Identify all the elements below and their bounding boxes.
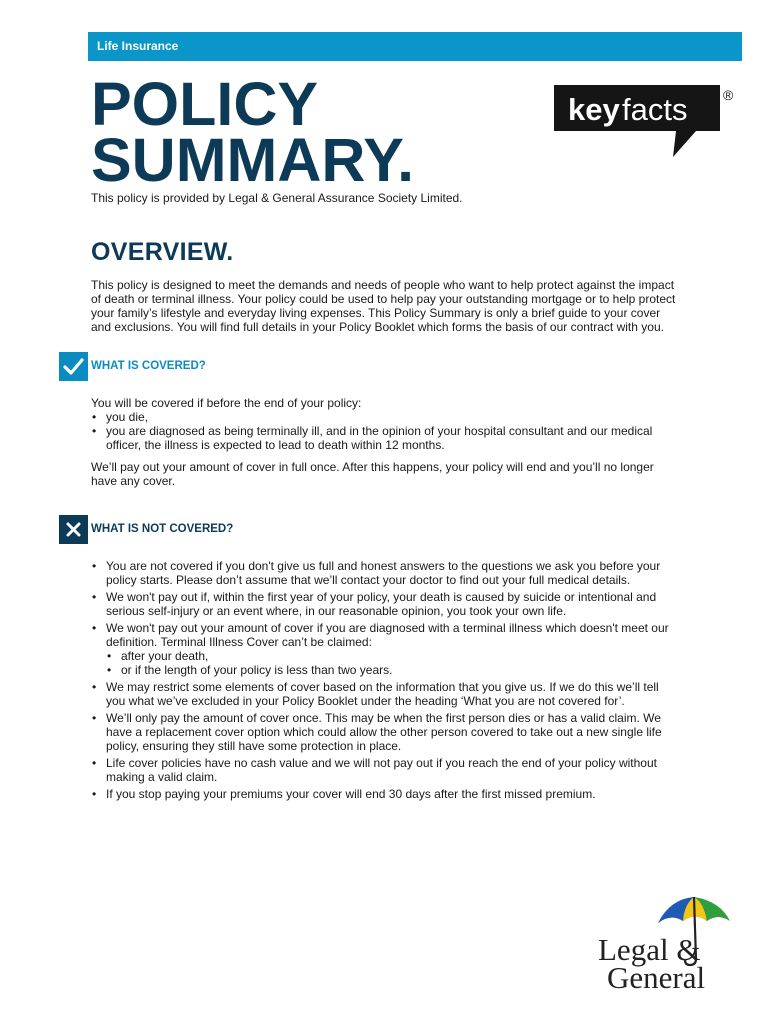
bullet-line: • you are diagnosed as being terminally ill, and in the opinion of your hospital consultant and our medical	[106, 424, 653, 438]
not-covered-title: WHAT IS NOT COVERED?	[91, 523, 234, 535]
covered-list	[91, 410, 741, 452]
not-covered-list	[91, 559, 741, 801]
bullet-line: have a replacement cover option which could allow the other person covered to take out a new single life	[106, 725, 662, 739]
not-covered-bullet	[91, 621, 741, 677]
title-line-1: POLICY	[91, 70, 319, 138]
cross-icon	[59, 515, 88, 544]
keyfacts-text: facts	[622, 92, 688, 127]
not-covered-bullet	[91, 559, 741, 587]
bullet-line: definition. Terminal Illness Cover can’t be claimed:	[106, 635, 372, 649]
header-label: Life Insurance	[97, 39, 179, 53]
page-title	[91, 70, 415, 194]
header-bar	[88, 32, 742, 61]
logo-legal: Legal &	[598, 932, 701, 967]
not-covered-bullet	[91, 756, 741, 784]
overview-text	[91, 278, 741, 334]
bullet-line: • We won't pay out your amount of cover if you are diagnosed with a terminal illness which doesn't meet our	[106, 621, 669, 635]
overview-heading: OVERVIEW.	[91, 238, 234, 266]
bullet-line: • you die,	[106, 410, 149, 424]
covered-intro: You will be covered if before the end of your policy:	[91, 396, 362, 410]
not-covered-bullet	[91, 590, 741, 618]
bullet-line: • Life cover policies have no cash value and we will not pay out if you reach the end of your policy without	[106, 756, 657, 770]
overview-line: of death or terminal illness. Your policy could be used to help pay your outstanding mortgage or to help protect	[91, 292, 676, 306]
bullet-line: policy, ensuring they still have some protection in place.	[106, 739, 402, 753]
bullet-line: • We’ll only pay the amount of cover once. This may be when the first person dies or has a valid claim. We	[106, 711, 661, 725]
not-covered-bullet	[91, 787, 741, 801]
sub-bullet: • or if the length of your policy is less than two years.	[106, 663, 741, 677]
closing-line: We’ll pay out your amount of cover in full once. After this happens, your policy will end and you’ll no longer	[91, 460, 654, 474]
keyfacts-logo	[553, 83, 740, 161]
bullet-line: you what we’ve excluded in your Policy Booklet under the heading ‘What you are not covered for’.	[106, 694, 625, 708]
covered-closing	[91, 460, 741, 488]
bullet-line: • We won't pay out if, within the first year of your policy, your death is caused by suicide or intentional and	[106, 590, 657, 604]
not-covered-bullet	[91, 711, 741, 753]
covered-bullet	[91, 424, 741, 452]
overview-line: and exclusions. You will find full details in your Policy Booklet which forms the basis of our contract with you.	[91, 320, 664, 334]
registered-mark: ®	[723, 87, 734, 103]
bullet-line: • If you stop paying your premiums your cover will end 30 days after the first missed premium.	[106, 787, 596, 801]
bullet-line: serious self-injury or an event where, in our reasonable opinion, you took your own life.	[106, 604, 567, 618]
legal-general-logo	[596, 893, 736, 993]
keyfacts-key: key	[568, 92, 620, 127]
not-covered-bullet	[91, 680, 741, 708]
provider-statement: This policy is provided by Legal & General Assurance Society Limited.	[91, 191, 463, 205]
covered-section	[91, 396, 741, 488]
title-line-2: SUMMARY.	[91, 126, 415, 194]
bullet-line: officer, the illness is expected to lead to death within 12 months.	[106, 438, 445, 452]
bullet-line: • You are not covered if you don't give us full and honest answers to the questions we ask you before your	[106, 559, 661, 573]
overview-line: This policy is designed to meet the demands and needs of people who want to help protect against the impact	[91, 278, 675, 292]
bullet-line: policy starts. Please don’t assume that we’ll contact your doctor to find out your full medical details.	[106, 573, 631, 587]
covered-title: WHAT IS COVERED?	[91, 360, 206, 372]
logo-general: General	[607, 960, 706, 993]
covered-bullet	[91, 410, 741, 424]
closing-line: have any cover.	[91, 474, 176, 488]
check-icon	[59, 352, 88, 381]
sub-list	[106, 649, 741, 677]
overview-line: your family’s lifestyle and everyday living expenses. This Policy Summary is only a brief guide to your cover	[91, 306, 661, 320]
not-covered-section	[91, 559, 741, 804]
sub-bullet: • after your death,	[106, 649, 741, 663]
bullet-line: making a valid claim.	[106, 770, 218, 784]
bullet-line: • We may restrict some elements of cover based on the information that you give us. If we do this we’ll tell	[106, 680, 659, 694]
